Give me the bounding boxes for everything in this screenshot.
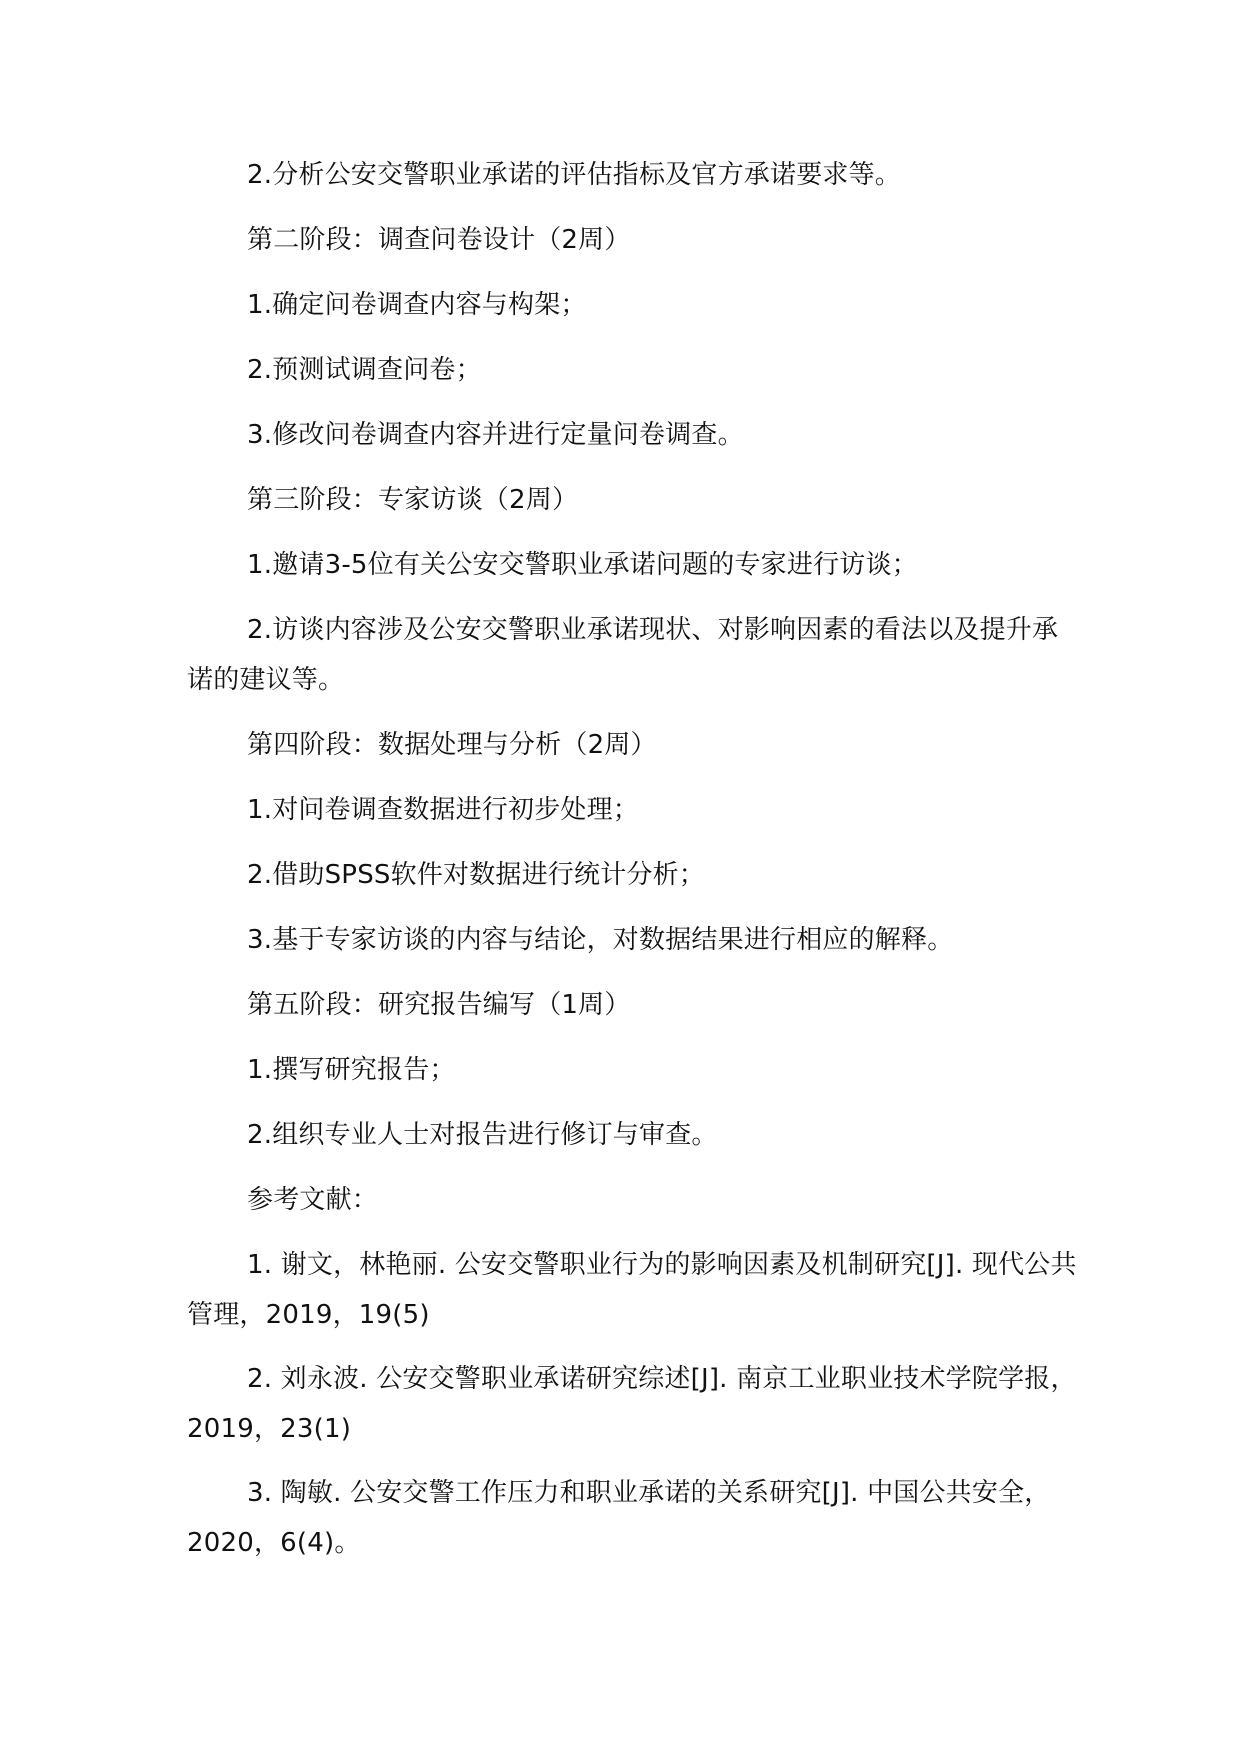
stage-4-heading: 第四阶段：数据处理与分析（2周） — [247, 730, 657, 760]
paragraph-7: 1.邀请3-5位有关公安交警职业承诺问题的专家进行访谈； — [247, 550, 918, 580]
reference-2: 2. 刘永波. 公安交警职业承诺研究综述[J]. 南京工业职业技术学院学报，2019，23(1) — [187, 1364, 1077, 1444]
stage-2-heading: 第二阶段：调查问卷设计（2周） — [247, 225, 631, 255]
stage-5-heading: 第五阶段：研究报告编写（1周） — [247, 990, 631, 1020]
references-heading: 参考文献： — [247, 1185, 379, 1215]
paragraph-1: 2.分析公安交警职业承诺的评估指标及官方承诺要求等。 — [247, 160, 902, 190]
paragraph-11: 2.借助SPSS软件对数据进行统计分析； — [247, 860, 705, 890]
paragraph-8: 2.访谈内容涉及公安交警职业承诺现状、对影响因素的看法以及提升承诺的建议等。 — [187, 615, 1059, 695]
paragraph-4: 2.预测试调查问卷； — [247, 355, 482, 385]
reference-1: 1. 谢文，林艳丽. 公安交警职业行为的影响因素及机制研究[J]. 现代公共管理，2019，19(5) — [187, 1250, 1077, 1330]
stage-3-heading: 第三阶段：专家访谈（2周） — [247, 485, 579, 515]
paragraph-12: 3.基于专家访谈的内容与结论，对数据结果进行相应的解释。 — [247, 925, 954, 955]
document-page — [187, 150, 1082, 1568]
paragraph-10: 1.对问卷调查数据进行初步处理； — [247, 795, 640, 825]
reference-3: 3. 陶敏. 公安交警工作压力和职业承诺的关系研究[J]. 中国公共安全，2020，6(4)。 — [187, 1478, 1051, 1558]
paragraph-3: 1.确定问卷调查内容与构架； — [247, 290, 587, 320]
paragraph-14: 1.撰写研究报告； — [247, 1055, 456, 1085]
paragraph-15: 2.组织专业人士对报告进行修订与审查。 — [247, 1120, 718, 1150]
paragraph-5: 3.修改问卷调查内容并进行定量问卷调查。 — [247, 420, 744, 450]
